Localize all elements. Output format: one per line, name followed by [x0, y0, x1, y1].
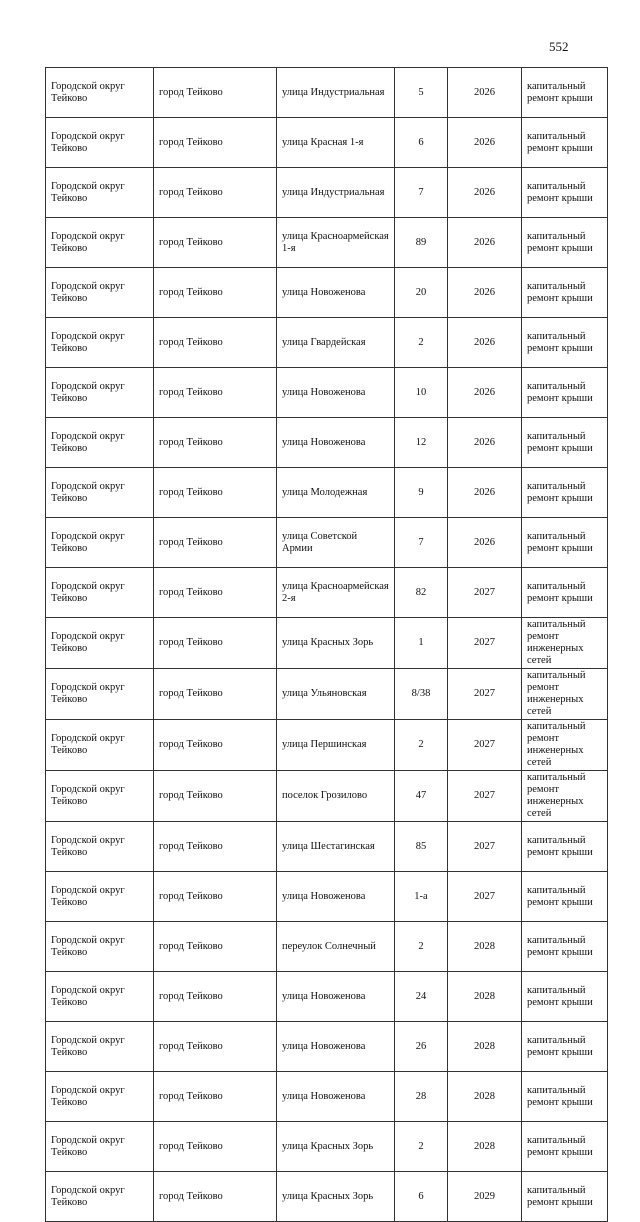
house-number-cell: 85 [395, 822, 448, 872]
city-cell: город Тейково [154, 268, 277, 318]
district-cell: Городской округ Тейково [46, 720, 154, 771]
city-cell: город Тейково [154, 872, 277, 922]
street-cell: улица Красноармейская 1-я [277, 218, 395, 268]
year-cell: 2027 [448, 720, 522, 771]
year-cell: 2028 [448, 1072, 522, 1122]
page-number: 552 [549, 39, 569, 54]
house-number-cell: 26 [395, 1022, 448, 1072]
street-cell: улица Красных Зорь [277, 1122, 395, 1172]
house-number-cell: 6 [395, 118, 448, 168]
year-cell: 2028 [448, 1022, 522, 1072]
city-cell: город Тейково [154, 468, 277, 518]
city-cell: город Тейково [154, 1022, 277, 1072]
table-row [46, 1122, 608, 1172]
work-type-cell: капитальный ремонт крыши [522, 822, 608, 872]
work-type-cell: капитальный ремонт крыши [522, 1172, 608, 1222]
table-row [46, 771, 608, 822]
work-type-cell: капитальный ремонт крыши [522, 1022, 608, 1072]
street-cell: улица Новоженова [277, 972, 395, 1022]
house-number-cell: 28 [395, 1072, 448, 1122]
street-cell: улица Молодежная [277, 468, 395, 518]
table-row [46, 1072, 608, 1122]
year-cell: 2027 [448, 771, 522, 822]
district-cell: Городской округ Тейково [46, 418, 154, 468]
work-type-cell: капитальный ремонт инженерных сетей [522, 618, 608, 669]
house-number-cell: 1 [395, 618, 448, 669]
street-cell: улица Новоженова [277, 872, 395, 922]
city-cell: город Тейково [154, 418, 277, 468]
house-number-cell: 2 [395, 720, 448, 771]
year-cell: 2026 [448, 368, 522, 418]
street-cell: переулок Солнечный [277, 922, 395, 972]
house-number-cell: 9 [395, 468, 448, 518]
work-type-cell: капитальный ремонт крыши [522, 168, 608, 218]
year-cell: 2026 [448, 68, 522, 118]
work-type-cell: капитальный ремонт крыши [522, 218, 608, 268]
city-cell: город Тейково [154, 68, 277, 118]
table-row [46, 118, 608, 168]
work-type-cell: капитальный ремонт крыши [522, 118, 608, 168]
table-row [46, 168, 608, 218]
district-cell: Городской округ Тейково [46, 68, 154, 118]
house-number-cell: 8/38 [395, 669, 448, 720]
district-cell: Городской округ Тейково [46, 922, 154, 972]
district-cell: Городской округ Тейково [46, 568, 154, 618]
work-type-cell: капитальный ремонт крыши [522, 1072, 608, 1122]
street-cell: улица Красная 1-я [277, 118, 395, 168]
street-cell: улица Индустриальная [277, 168, 395, 218]
house-number-cell: 5 [395, 68, 448, 118]
district-cell: Городской округ Тейково [46, 318, 154, 368]
work-type-cell: капитальный ремонт крыши [522, 368, 608, 418]
table-row [46, 418, 608, 468]
street-cell: улица Новоженова [277, 418, 395, 468]
table-row [46, 922, 608, 972]
city-cell: город Тейково [154, 618, 277, 669]
table-row [46, 218, 608, 268]
street-cell: улица Новоженова [277, 368, 395, 418]
table-row [46, 368, 608, 418]
table-row [46, 720, 608, 771]
city-cell: город Тейково [154, 669, 277, 720]
city-cell: город Тейково [154, 922, 277, 972]
table-row [46, 68, 608, 118]
district-cell: Городской округ Тейково [46, 1072, 154, 1122]
work-type-cell: капитальный ремонт крыши [522, 972, 608, 1022]
year-cell: 2027 [448, 872, 522, 922]
year-cell: 2027 [448, 618, 522, 669]
year-cell: 2027 [448, 669, 522, 720]
district-cell: Городской округ Тейково [46, 669, 154, 720]
street-cell: улица Новоженова [277, 268, 395, 318]
district-cell: Городской округ Тейково [46, 822, 154, 872]
street-cell: улица Гвардейская [277, 318, 395, 368]
street-cell: улица Першинская [277, 720, 395, 771]
city-cell: город Тейково [154, 1172, 277, 1222]
table-row [46, 1172, 608, 1222]
work-type-cell: капитальный ремонт крыши [522, 922, 608, 972]
street-cell: улица Новоженова [277, 1072, 395, 1122]
house-number-cell: 6 [395, 1172, 448, 1222]
city-cell: город Тейково [154, 720, 277, 771]
district-cell: Городской округ Тейково [46, 1122, 154, 1172]
table-row [46, 822, 608, 872]
work-type-cell: капитальный ремонт крыши [522, 318, 608, 368]
repair-schedule-table [45, 67, 608, 1222]
street-cell: улица Индустриальная [277, 68, 395, 118]
work-type-cell: капитальный ремонт инженерных сетей [522, 669, 608, 720]
year-cell: 2027 [448, 822, 522, 872]
year-cell: 2026 [448, 268, 522, 318]
street-cell: улица Шестагинская [277, 822, 395, 872]
table-row [46, 1022, 608, 1072]
house-number-cell: 2 [395, 922, 448, 972]
work-type-cell: капитальный ремонт крыши [522, 568, 608, 618]
work-type-cell: капитальный ремонт инженерных сетей [522, 720, 608, 771]
house-number-cell: 12 [395, 418, 448, 468]
work-type-cell: капитальный ремонт крыши [522, 468, 608, 518]
house-number-cell: 89 [395, 218, 448, 268]
work-type-cell: капитальный ремонт крыши [522, 68, 608, 118]
district-cell: Городской округ Тейково [46, 1172, 154, 1222]
city-cell: город Тейково [154, 568, 277, 618]
street-cell: поселок Грозилово [277, 771, 395, 822]
city-cell: город Тейково [154, 518, 277, 568]
year-cell: 2026 [448, 318, 522, 368]
table-row [46, 318, 608, 368]
district-cell: Городской округ Тейково [46, 972, 154, 1022]
year-cell: 2028 [448, 922, 522, 972]
table-row [46, 268, 608, 318]
year-cell: 2026 [448, 218, 522, 268]
district-cell: Городской округ Тейково [46, 118, 154, 168]
street-cell: улица Красноармейская 2-я [277, 568, 395, 618]
city-cell: город Тейково [154, 1072, 277, 1122]
work-type-cell: капитальный ремонт крыши [522, 1122, 608, 1172]
table-row [46, 568, 608, 618]
year-cell: 2026 [448, 468, 522, 518]
district-cell: Городской округ Тейково [46, 268, 154, 318]
year-cell: 2027 [448, 568, 522, 618]
house-number-cell: 7 [395, 518, 448, 568]
district-cell: Городской округ Тейково [46, 618, 154, 669]
city-cell: город Тейково [154, 318, 277, 368]
work-type-cell: капитальный ремонт крыши [522, 268, 608, 318]
year-cell: 2026 [448, 118, 522, 168]
table-row [46, 669, 608, 720]
work-type-cell: капитальный ремонт крыши [522, 518, 608, 568]
city-cell: город Тейково [154, 368, 277, 418]
district-cell: Городской округ Тейково [46, 872, 154, 922]
street-cell: улица Красных Зорь [277, 1172, 395, 1222]
city-cell: город Тейково [154, 1122, 277, 1172]
house-number-cell: 2 [395, 1122, 448, 1172]
district-cell: Городской округ Тейково [46, 168, 154, 218]
city-cell: город Тейково [154, 972, 277, 1022]
table-row [46, 468, 608, 518]
district-cell: Городской округ Тейково [46, 771, 154, 822]
district-cell: Городской округ Тейково [46, 218, 154, 268]
work-type-cell: капитальный ремонт крыши [522, 418, 608, 468]
district-cell: Городской округ Тейково [46, 518, 154, 568]
work-type-cell: капитальный ремонт крыши [522, 872, 608, 922]
house-number-cell: 82 [395, 568, 448, 618]
city-cell: город Тейково [154, 118, 277, 168]
street-cell: улица Новоженова [277, 1022, 395, 1072]
house-number-cell: 1-а [395, 872, 448, 922]
year-cell: 2029 [448, 1172, 522, 1222]
table-row [46, 872, 608, 922]
district-cell: Городской округ Тейково [46, 368, 154, 418]
street-cell: улица Красных Зорь [277, 618, 395, 669]
city-cell: город Тейково [154, 168, 277, 218]
house-number-cell: 24 [395, 972, 448, 1022]
year-cell: 2028 [448, 972, 522, 1022]
table-row [46, 972, 608, 1022]
house-number-cell: 7 [395, 168, 448, 218]
year-cell: 2026 [448, 168, 522, 218]
house-number-cell: 47 [395, 771, 448, 822]
table-row [46, 618, 608, 669]
work-type-cell: капитальный ремонт инженерных сетей [522, 771, 608, 822]
street-cell: улица Ульяновская [277, 669, 395, 720]
house-number-cell: 10 [395, 368, 448, 418]
table-body [46, 68, 608, 1222]
district-cell: Городской округ Тейково [46, 468, 154, 518]
table-row [46, 518, 608, 568]
city-cell: город Тейково [154, 822, 277, 872]
house-number-cell: 20 [395, 268, 448, 318]
year-cell: 2026 [448, 418, 522, 468]
district-cell: Городской округ Тейково [46, 1022, 154, 1072]
year-cell: 2026 [448, 518, 522, 568]
house-number-cell: 2 [395, 318, 448, 368]
year-cell: 2028 [448, 1122, 522, 1172]
city-cell: город Тейково [154, 218, 277, 268]
city-cell: город Тейково [154, 771, 277, 822]
street-cell: улица Советской Армии [277, 518, 395, 568]
